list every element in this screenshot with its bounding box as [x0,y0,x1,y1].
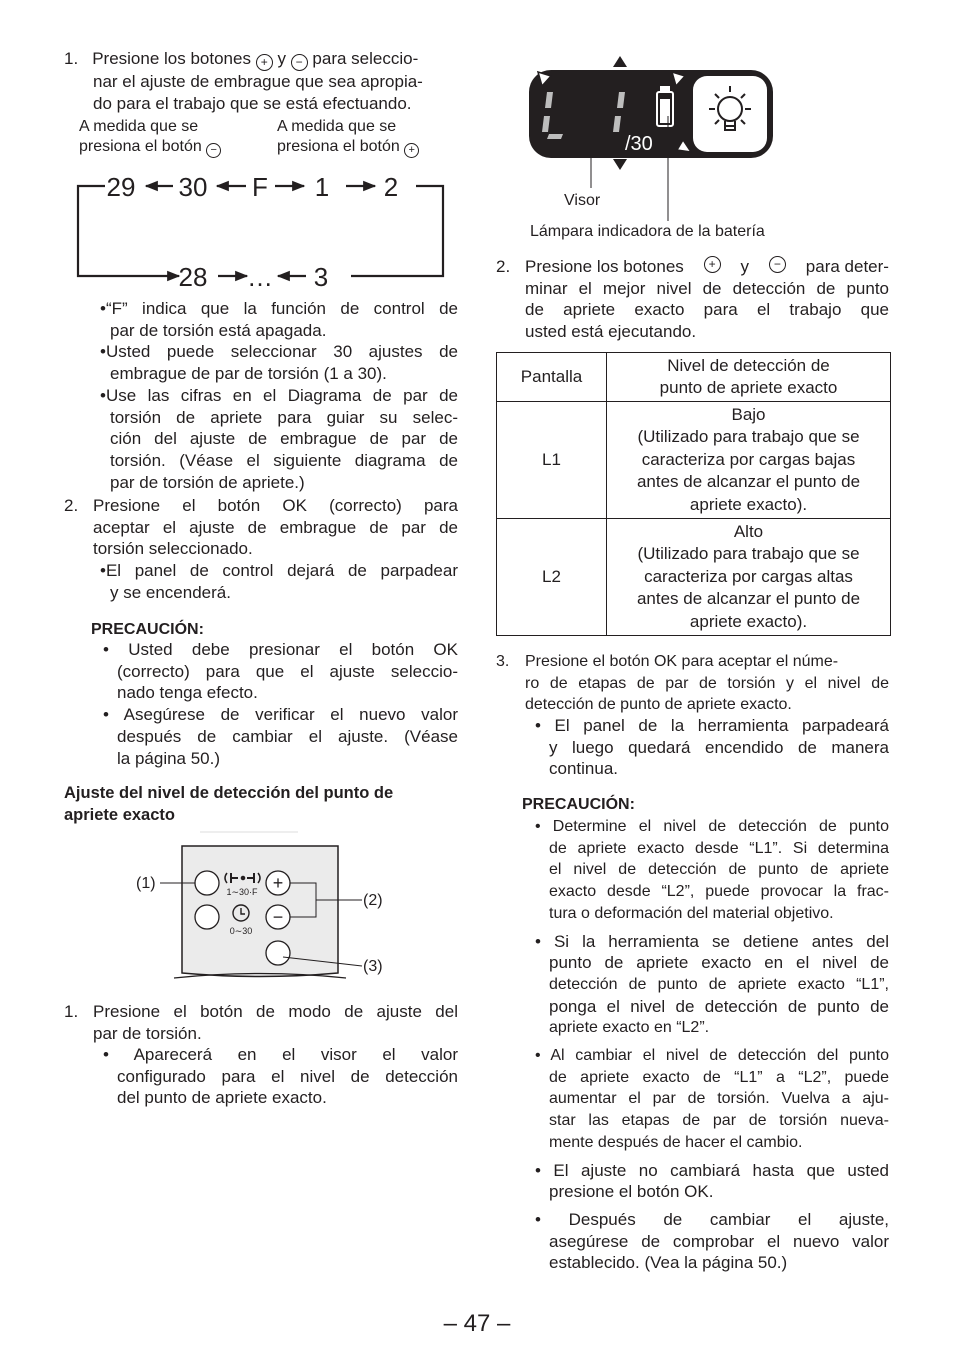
right-caution-list [535,816,889,1274]
cycle-30: 30 [178,172,208,202]
plus-icon: + [404,143,419,158]
left-step2-bullet: •El panel de control dejará de parpadear y se encenderá. [100,561,458,602]
cycle-28: 28 [178,262,208,292]
caution-item: • Después de cambiar el ajuste, asegúrese de comprobar el nuevo valor establecido. (Vea la página 50.) [535,1209,889,1273]
cycle-2: 2 [383,172,399,202]
minus-icon: − [769,256,786,273]
section-heading: Ajuste del nivel de detección del punto de apriete exacto [64,784,394,824]
range-label-1: 1∼30·F [226,887,258,897]
right-step2: 2. Presione los botones + y − para deter- minar el mejor nivel de detección de punto de apriete exacto para el trabajo que usted está ejecutando. [496,257,889,342]
caution-item: • Al cambiar el nivel de detección del punto de apriete exacto de “L1” a “L2”, puede aumentar el par de torsión. Vuelva a aju- star las etapas de par de torsión nueva- mente después de hacer el cambio. [535,1047,889,1151]
right-step3: 3. Presione el botón OK para aceptar el núme- ro de etapas de par de torsión y el nivel de detección de punto de apriete exacto. [496,653,889,714]
left-step1b-bullet: • Aparecerá en el visor el valor configurado para el nivel de detección del punto de apriete exacto. [103,1045,458,1108]
detection-level-table [496,352,891,636]
display-leader-lines [588,176,678,226]
visor-label: Visor [564,192,601,209]
table-header-level: Nivel de detección de punto de apriete exacto [607,353,891,402]
left-step1b: 1. Presione el botón de modo de ajuste del par de torsión. [64,1002,458,1043]
minus-icon: − [206,143,221,158]
plus-icon: + [256,54,273,71]
control-panel-figure [130,828,400,990]
minus-icon: − [291,54,308,71]
battery-lamp-label: Lámpara indicadora de la batería [530,223,765,240]
range-label-2: 0∼30 [229,926,253,936]
panel-plus-label: + [272,873,284,893]
table-header-row [497,353,891,402]
clutch-cycle-diagram [70,168,460,293]
left-caution-list: • Usted debe presionar el botón OK (correcto) para que el ajuste seleccio- nado tenga efecto. • Asegúrese de verificar el nuevo valor después de cambiar el ajuste. (Véase la página 50.) [103,640,458,768]
plus-icon: + [704,256,721,273]
left-step2: 2. Presione el botón OK (correcto) para aceptar el ajuste de embrague de par de torsión seleccionado. [64,496,458,559]
page-number: – 47 – [443,1310,511,1337]
cycle-3: 3 [313,262,329,292]
table-header-display: Pantalla [497,353,607,402]
cycle-f: F [252,172,268,202]
cycle-29: 29 [106,172,136,202]
caution-item: • Determine el nivel de detección de punto de apriete exacto desde “L1”. Si determina el nivel de detección de punto de apriete exacto desde “L2”, puede provocar la frac- tura o deformación del material objetivo. [535,818,889,922]
display-fraction: /30 [625,133,653,155]
table-row: L1 Bajo (Utilizado para trabajo que se caracteriza por cargas bajas antes de alcanzar el punto de apriete exacto). [497,402,891,519]
left-step1: 1. Presione los botones + y − para seleccio- nar el ajuste de embrague que sea apropia- do para el trabajo que se está efectuando. [64,49,423,113]
caption-minus: A medida que se presiona el botón − [79,117,221,158]
caution-item: • El ajuste no cambiará hasta que usted presione el botón OK. [535,1160,889,1202]
tool-display-figure [525,56,785,176]
cycle-dots: … [247,262,273,292]
left-bullets1: •“F” indica que la función de control de par de torsión está apagada. •Usted puede seleccionar 30 ajustes de embrague de par de torsión (1 a 30). •Use las cifras en el Diagrama de par de torsión de apriete para guiar su selec- ción del ajuste de embrague de par de torsión. (Véase el siguiente diagrama de par de torsión de apriete.) [100,299,458,492]
cycle-1: 1 [314,172,330,202]
callout-1: (1) [136,875,156,892]
caution-title-right: PRECAUCIÓN: [522,796,635,813]
panel-minus-label: − [272,907,284,927]
caution-title-left: PRECAUCIÓN: [91,621,204,638]
table-row: L2 Alto (Utilizado para trabajo que se caracteriza por cargas altas antes de alcanzar el punto de apriete exacto). [497,519,891,636]
caution-item: • Si la herramienta se detiene antes del punto de apriete exacto en el nivel de detección de punto de apriete exacto “L1”, ponga el nivel de detección de punto de apriete exacto en “L2”. [535,931,889,1037]
callout-2: (2) [363,892,383,909]
right-step3-bullet: • El panel de la herramienta parpadeará y luego quedará encendido de manera continua. [535,716,889,779]
callout-3: (3) [363,958,383,975]
caption-plus: A medida que se presiona el botón + [277,117,419,158]
